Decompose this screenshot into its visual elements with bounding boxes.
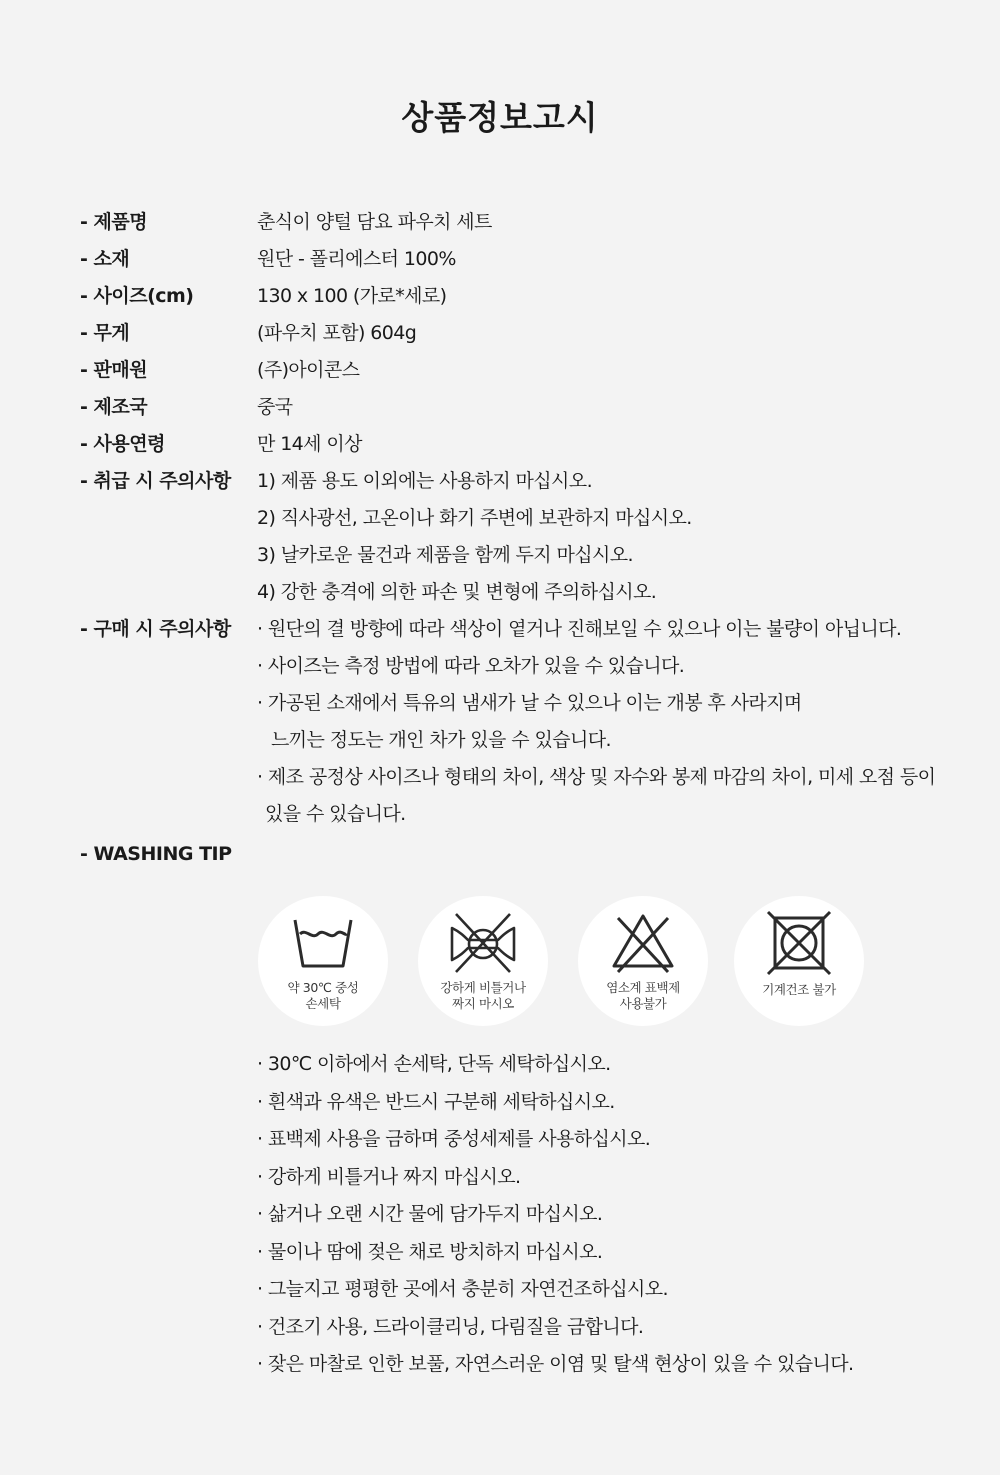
spec-value: 만 14세 이상 <box>257 433 362 455</box>
list-item: · 표백제 사용을 금하며 중성세제를 사용하십시오. <box>257 1128 651 1150</box>
care-caption: 기계건조 불가 <box>762 982 836 997</box>
spec-row-product-name <box>80 204 940 241</box>
list-item: · 강하게 비틀거나 짜지 마십시오. <box>257 1165 521 1188</box>
spec-label: - 사이즈(cm) <box>80 285 194 307</box>
care-caption: 약 30℃ 중성 손세탁 <box>287 980 359 1011</box>
spec-row-size <box>80 278 940 315</box>
care-caption: 강하게 비틀거나 짜지 마시오 <box>440 980 526 1011</box>
do-not-tumble-dry-icon <box>764 910 834 976</box>
spec-value: · 제조 공정상 사이즈나 형태의 차이, 색상 및 자수와 봉제 마감의 차이, 미세 오점 등이 <box>257 766 936 788</box>
list-item: · 그늘지고 평평한 곳에서 충분히 자연건조하십시오. <box>257 1278 668 1300</box>
spec-row-handling-cautions <box>80 463 940 611</box>
washing-tips-list <box>257 1046 853 1384</box>
spec-value: (주)아이콘스 <box>257 359 360 381</box>
list-item: · 30℃ 이하에서 손세탁, 단독 세탁하십시오. <box>257 1053 611 1075</box>
hand-wash-30-icon <box>288 910 358 976</box>
spec-value: 3) 날카로운 물건과 제품을 함께 두지 마십시오. <box>257 544 633 566</box>
do-not-bleach-icon <box>608 910 678 976</box>
spec-value: · 사이즈는 측정 방법에 따라 오차가 있을 수 있습니다. <box>257 655 685 677</box>
care-card-do-not-bleach <box>578 896 708 1026</box>
spec-label: - 구매 시 주의사항 <box>80 618 231 640</box>
spec-label: - 제조국 <box>80 396 148 418</box>
list-item: · 잦은 마찰로 인한 보풀, 자연스러운 이염 및 탈색 현상이 있을 수 있습니다. <box>257 1353 854 1375</box>
spec-value: 4) 강한 충격에 의한 파손 및 변형에 주의하십시오. <box>257 581 657 603</box>
spec-value: · 원단의 결 방향에 따라 색상이 옅거나 진해보일 수 있으나 이는 불량이 아닙니다. <box>257 618 902 640</box>
spec-value: (파우치 포함) 604g <box>257 322 417 344</box>
spec-value: 춘식이 양털 담요 파우치 세트 <box>257 211 492 233</box>
spec-value: 중국 <box>257 396 293 418</box>
spec-row-age <box>80 426 940 463</box>
care-card-hand-wash <box>258 896 388 1026</box>
do-not-wring-icon <box>448 910 518 976</box>
spec-value: 1) 제품 용도 이외에는 사용하지 마십시오. <box>257 470 593 492</box>
washing-tip-label: - WASHING TIP <box>80 843 232 865</box>
list-item: · 흰색과 유색은 반드시 구분해 세탁하십시오. <box>257 1090 615 1113</box>
care-card-do-not-tumble-dry <box>734 896 864 1026</box>
spec-value: 2) 직사광선, 고온이나 화기 주변에 보관하지 마십시오. <box>257 507 692 529</box>
spec-label: - 소재 <box>80 248 130 270</box>
spec-label: - 판매원 <box>80 359 148 381</box>
spec-value: · 가공된 소재에서 특유의 냄새가 날 수 있으나 이는 개봉 후 사라지며 <box>257 692 802 714</box>
spec-row-seller <box>80 352 940 389</box>
page-title: 상품정보고시 <box>401 98 599 137</box>
list-item: · 건조기 사용, 드라이클리닝, 다림질을 금합니다. <box>257 1315 644 1338</box>
spec-value: 130 x 100 (가로*세로) <box>257 285 447 307</box>
care-icons <box>0 896 1000 1028</box>
care-caption: 염소계 표백제 사용불가 <box>606 980 680 1011</box>
spec-value: 있을 수 있습니다. <box>265 803 406 825</box>
spec-label: - 취급 시 주의사항 <box>80 470 231 492</box>
spec-value: 느끼는 정도는 개인 차가 있을 수 있습니다. <box>271 729 611 751</box>
spec-row-origin <box>80 389 940 426</box>
spec-row-material <box>80 241 940 278</box>
spec-label: - 무게 <box>80 322 130 344</box>
spec-row-purchase-cautions <box>80 611 940 833</box>
spec-table <box>80 204 940 833</box>
spec-label: - 사용연령 <box>80 433 165 455</box>
list-item: · 물이나 땀에 젖은 채로 방치하지 마십시오. <box>257 1240 603 1263</box>
list-item: · 삶거나 오랜 시간 물에 담가두지 마십시오. <box>257 1203 603 1225</box>
spec-label: - 제품명 <box>80 211 148 233</box>
spec-row-weight <box>80 315 940 352</box>
care-card-do-not-wring <box>418 896 548 1026</box>
spec-value: 원단 - 폴리에스터 100% <box>257 248 456 270</box>
